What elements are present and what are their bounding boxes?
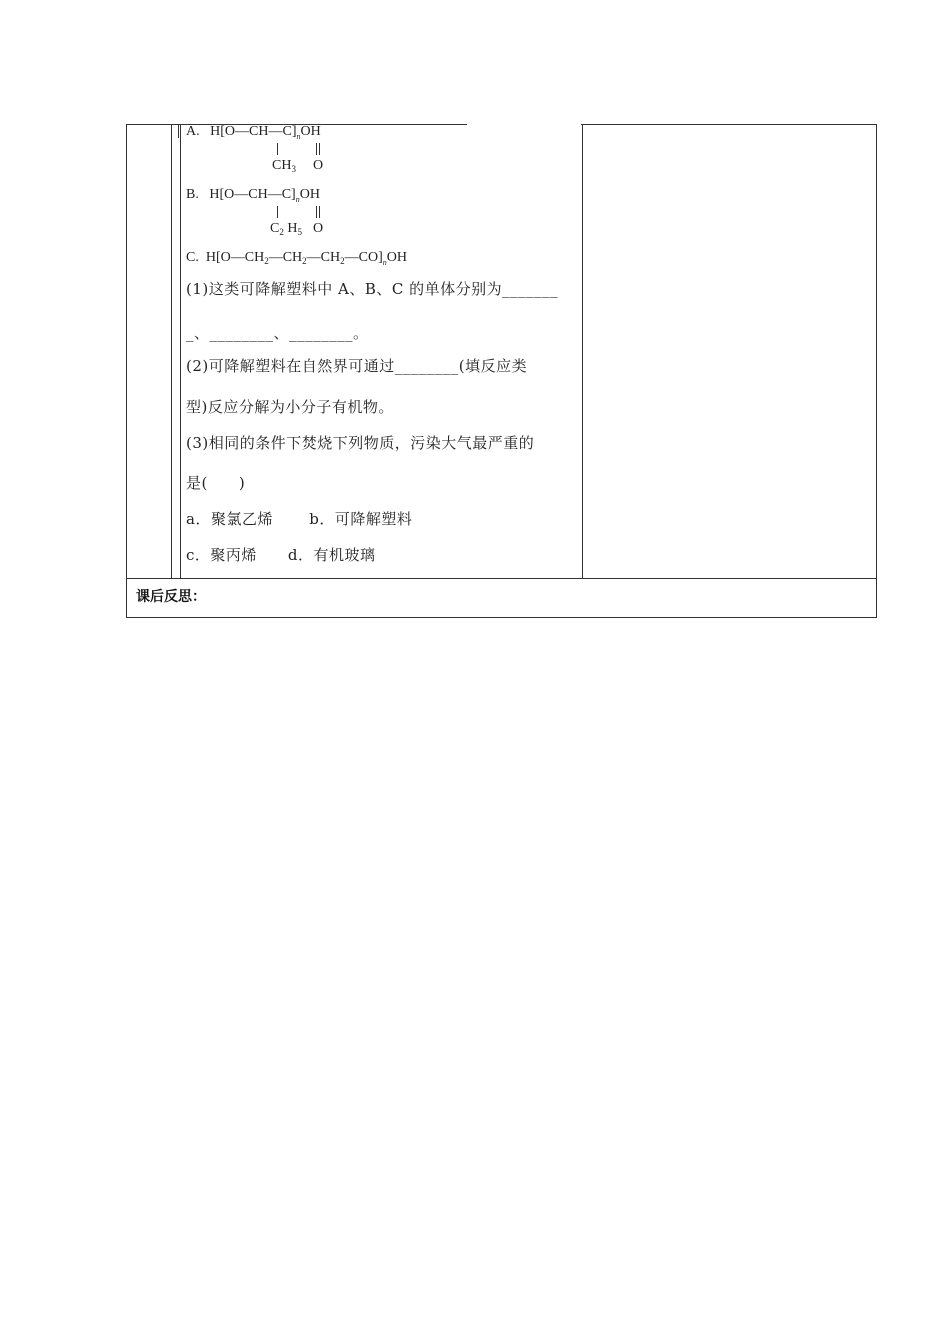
formula-b-single-bond [277,206,278,218]
notes-cell [583,125,877,579]
formula-c-label: C. [186,250,199,265]
question-1-line-1: (1)这类可降解塑料中 A、B、C 的单体分别为_______ [186,280,559,298]
options-line-1: a．聚氯乙烯 b．可降解塑料 [186,510,413,528]
spacer-cell [172,125,181,579]
formula-b-label: B. [186,187,199,202]
question-3-line-2: 是( ) [186,474,246,492]
question-3-line-1: (3)相同的条件下焚烧下列物质，污染大气最严重的 [186,434,535,452]
top-tick-mark [178,124,179,138]
label-cell [127,125,172,579]
question-2-line-2: 型)反应分解为小分子有机物。 [186,398,394,416]
formula-b-double-bond-1 [316,206,317,218]
question-2-line-1: (2)可降解塑料在自然界可通过________(填反应类 [186,357,528,375]
reflection-cell [127,579,877,618]
formula-a-double-bond-1 [316,143,317,155]
formula-a-chain: O—CH—C [224,124,292,139]
formula-b-chain: O—CH—C [224,187,292,202]
top-border-gap [467,124,581,126]
reflection-label: 课后反思： [136,589,206,605]
formula-a-label: A. [186,124,200,139]
formula-a-single-bond [277,143,278,155]
reflection-row [127,579,877,618]
formula-b-double-bond-2 [319,206,320,218]
options-line-2: c．聚丙烯 d．有机玻璃 [186,546,376,564]
formula-a-double-bond-2 [319,143,320,155]
question-1-line-2: _、________、________。 [186,324,369,342]
